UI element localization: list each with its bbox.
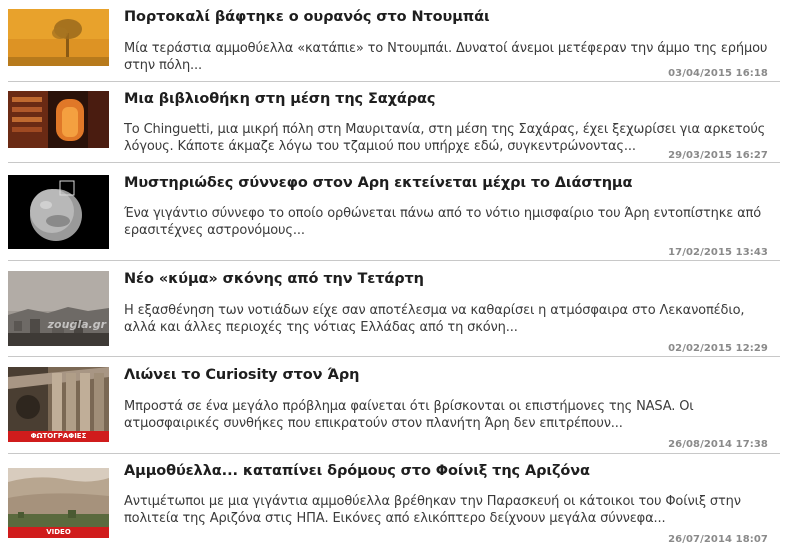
article-excerpt: Η εξασθένηση των νοτιάδων είχε σαν αποτέλεσμα να καθαρίσει η ατμόσφαιρα στο Λεκανοπέδιο, αλλά και άλλες περιοχές της νότιας Ελλάδας από τη σκόνη... xyxy=(124,303,745,335)
article-item[interactable] xyxy=(0,261,780,357)
article-date: 17/02/2015 13:43 xyxy=(668,247,768,258)
article-thumbnail[interactable] xyxy=(8,175,109,249)
video-badge: VIDEO xyxy=(8,527,109,538)
article-title[interactable]: Μυστηριώδες σύννεφο στον Αρη εκτείνεται μέχρι το Διάστημα xyxy=(124,175,633,191)
article-excerpt: Μπροστά σε ένα μεγάλο πρόβλημα φαίνεται ότι βρίσκονται οι επιστήμονες της NASA. Οι ατμοσφαιρικές συνθήκες που επικρατούν στον πλανήτη Άρη δεν επιτρέπουν... xyxy=(124,399,694,431)
article-title[interactable]: Αμμοθύελλα... καταπίνει δρόμους στο Φοίνιξ της Αριζόνα xyxy=(124,463,590,479)
article-title[interactable]: Πορτοκαλί βάφτηκε ο ουρανός στο Ντουμπάι xyxy=(124,9,490,25)
article-date: 03/04/2015 16:18 xyxy=(668,68,768,79)
article-item[interactable] xyxy=(0,163,780,261)
article-date: 26/07/2014 18:07 xyxy=(668,534,768,545)
article-date: 02/02/2015 12:29 xyxy=(668,343,768,354)
photos-badge: ΦΩΤΟΓΡΑΦΙΕΣ xyxy=(8,431,109,442)
watermark: zougla.gr xyxy=(47,318,106,331)
article-excerpt: Αντιμέτωποι με μια γιγάντια αμμοθύελλα βρέθηκαν την Παρασκευή οι κάτοικοι του Φοίνιξ στην πολιτεία της Αριζόνα στις ΗΠΑ. Εικόνες από ελικόπτερο δείχνουν μεγάλα σύννεφα... xyxy=(124,494,741,526)
article-excerpt: Ένα γιγάντιο σύννεφο το οποίο ορθώνεται πάνω από το νότιο ημισφαίριο του Άρη εντοπίστηκε από ερασιτέχνες αστρονόμους... xyxy=(124,206,762,238)
article-item[interactable] xyxy=(0,454,780,548)
mars-planet-image xyxy=(8,175,109,249)
article-item[interactable] xyxy=(0,357,780,454)
article-date: 26/08/2014 17:38 xyxy=(668,439,768,450)
library-image xyxy=(8,91,109,148)
article-thumbnail[interactable] xyxy=(8,367,109,442)
article-thumbnail[interactable] xyxy=(8,468,109,538)
dubai-sandstorm-image xyxy=(8,9,109,66)
dusty-city-image xyxy=(8,271,109,346)
article-title[interactable]: Νέο «κύμα» σκόνης από την Τετάρτη xyxy=(124,271,424,287)
article-excerpt: Το Chinguetti, μια μικρή πόλη στη Μαυριτανία, στη μέση της Σαχάρας, έχει ξεχωρίσει για αρκετούς λόγους. Κάποτε άκμαζε λόγω του τζαμιού που υπήρχε εδώ, συγκεντρώνοντας... xyxy=(124,122,766,154)
article-title[interactable]: Λιώνει το Curiosity στον Άρη xyxy=(124,367,360,383)
article-item[interactable] xyxy=(0,82,780,163)
article-date: 29/03/2015 16:27 xyxy=(668,150,768,161)
article-thumbnail[interactable] xyxy=(8,271,109,346)
article-excerpt: Μία τεράστια αμμοθύελλα «κατάπιε» το Ντουμπάι. Δυνατοί άνεμοι μετέφεραν την άμμο της ερήμου στην πόλη... xyxy=(124,41,768,73)
article-title[interactable]: Μια βιβλιοθήκη στη μέση της Σαχάρας xyxy=(124,91,436,107)
article-thumbnail[interactable] xyxy=(8,9,109,66)
article-thumbnail[interactable] xyxy=(8,91,109,148)
article-item[interactable] xyxy=(0,0,780,82)
